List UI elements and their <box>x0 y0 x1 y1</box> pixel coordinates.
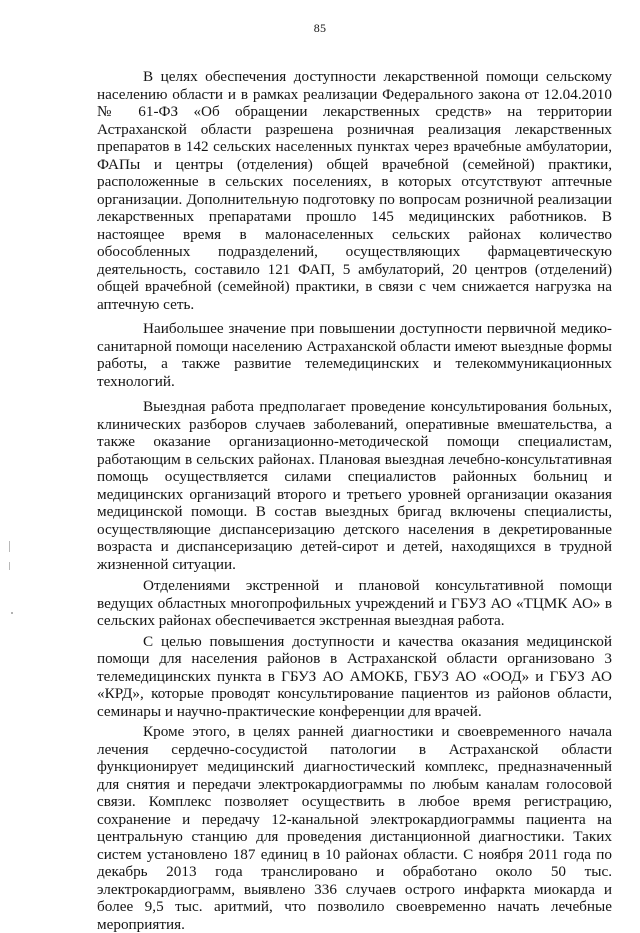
page-number: 85 <box>313 21 327 35</box>
scan-margin-mark <box>9 541 10 552</box>
paragraph-telemedicine-points: С целью повышения доступности и качества оказания медицинской помощи для населения районов в Астраханской области организовано 3 телемедицинских пункта в ГБУЗ АО АМОКБ, ГБУЗ АО «ООД» и ГБУЗ АО «КРД», которые проводят консультирование пациентов из районов области, семинары и научно-практические конференции для врачей. <box>97 632 612 720</box>
scan-speck <box>11 612 13 614</box>
paragraph-ecg-complex: Кроме этого, в целях ранней диагностики и своевременного начала лечения сердечно-сосудистой патологии в Астраханской области функционирует медицинский диагностический комплекс, предназначенный для снятия и передачи электрокардиограммы по любым каналам голосовой связи. Комплекс позволяет осуществить в любое время регистрацию, сохранение и передачу 12-канальной электрокардиограммы пациента на центральную станцию для проведения дистанционной диагностики. Таких систем установлено 187 единиц в 10 районах области. С ноября 2011 года по декабрь 2013 года транслировано и обработано около 50 тыс. электрокардиограмм, выявлено 336 случаев острого инфаркта миокарда и более 9,5 тыс. аритмий, что позволило своевременно начать лечебные мероприятия. <box>97 723 612 933</box>
paragraph-pharmacy-access: В целях обеспечения доступности лекарственной помощи сельскому населению области и в рамках реализации Федерального закона от 12.04.2010 № 61-ФЗ «Об обращении лекарственных средств» на территории Астраханской области разрешена розничная реализация лекарственных препаратов в 142 сельских населенных пунктах через врачебные амбулатории, ФАПы и центры (отделения) общей врачебной (семейной) практики, расположенные в сельских поселениях, в которых отсутствуют аптечные организации. Дополнительную подготовку по вопросам розничной реализации лекарственных препаратами прошло 145 медицинских работников. В настоящее время в малонаселенных сельских районах количество обособленных подразделений, осуществляющих фармацевтическую деятельность, составило 121 ФАП, 5 амбулаторий, 20 центров (отделений) общей врачебной (семейной) практики, в связи с чем снижается нагрузка на аптечную сеть. <box>97 68 612 313</box>
document-body <box>97 68 612 933</box>
paragraph-emergency-departments: Отделениями экстренной и плановой консультативной помощи ведущих областных многопрофильных учреждений и ГБУЗ АО «ТЦМК АО» в сельских районах обеспечивается экстренная выездная работа. <box>97 577 612 629</box>
paragraph-field-work: Выездная работа предполагает проведение консультирования больных, клинических разборов случаев заболеваний, оперативные вмешательства, а также оказание организационно-методической помощи специалистам, работающим в сельских районах. Плановая выездная лечебно-консультативная помощь осуществляется силами специалистов районных больниц и медицинских организаций второго и третьего уровней организации оказания медицинской помощи. В состав выездных бригад включены специалисты, осуществляющие диспансеризацию детского населения в декретированные возраста и диспансеризацию детей-сирот и детей, находящихся в трудной жизненной ситуации. <box>97 398 612 573</box>
scan-margin-mark <box>9 562 10 570</box>
paragraph-primary-care-access: Наибольшее значение при повышении доступности первичной медико-санитарной помощи населению Астраханской области имеют выездные формы работы, а также развитие телемедицинских и телекоммуникационных технологий. <box>97 320 612 390</box>
